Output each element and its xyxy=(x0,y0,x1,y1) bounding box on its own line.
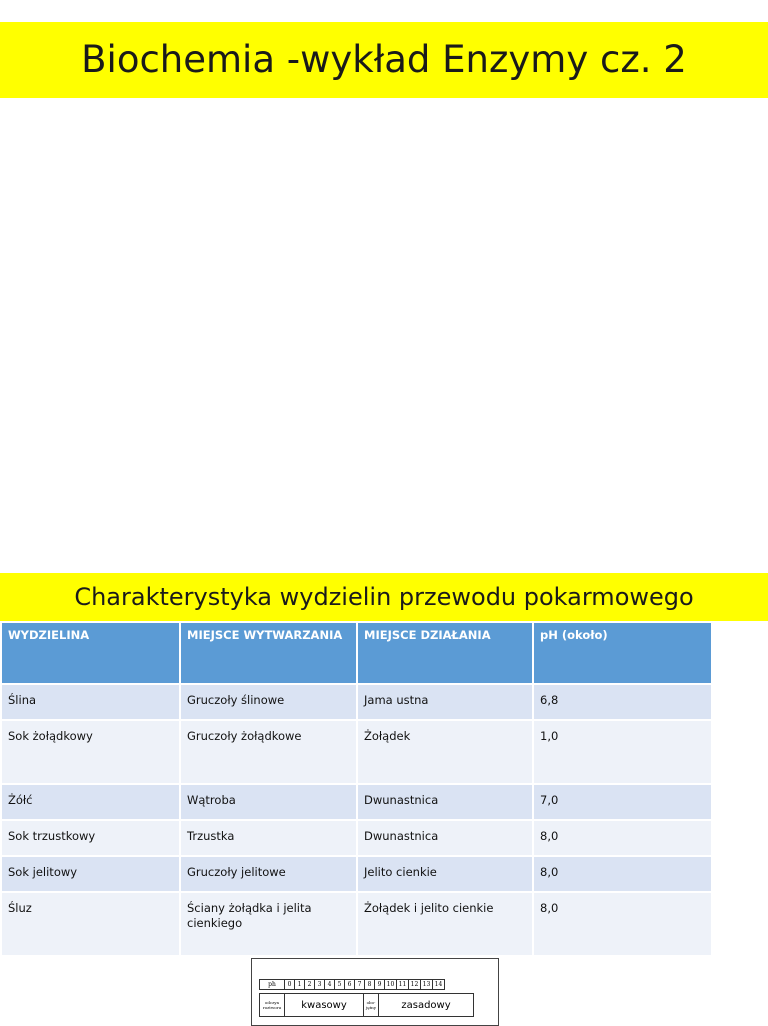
ph-value: 3 xyxy=(314,979,325,990)
cell-production-site: Trzustka xyxy=(180,820,357,856)
cell-ph: 8,0 xyxy=(533,820,712,856)
table-slide-title: Charakterystyka wydzielin przewodu pokarmowego xyxy=(0,573,768,621)
ph-value: 7 xyxy=(354,979,365,990)
cell-secretion: Ślina xyxy=(1,684,180,720)
cell-action-site: Jelito cienkie xyxy=(357,856,533,892)
cell-ph: 1,0 xyxy=(533,720,712,784)
cell-production-site: Gruczoły żołądkowe xyxy=(180,720,357,784)
ph-values xyxy=(285,979,445,990)
cell-secretion: Żółć xyxy=(1,784,180,820)
secretions-table xyxy=(0,621,713,957)
ph-value: 0 xyxy=(284,979,295,990)
cell-production-site: Wątroba xyxy=(180,784,357,820)
cell-production-site: Ściany żołądka i jelita cienkiego xyxy=(180,892,357,956)
header-secretion: WYDZIELINA xyxy=(1,622,180,684)
cell-action-site: Dwunastnica xyxy=(357,784,533,820)
neutral-label: obo-jętny xyxy=(363,993,379,1017)
header-production-site: MIEJSCE WYTWARZANIA xyxy=(180,622,357,684)
ph-value: 11 xyxy=(396,979,409,990)
ph-value: 12 xyxy=(408,979,421,990)
cell-ph: 7,0 xyxy=(533,784,712,820)
cell-ph: 8,0 xyxy=(533,856,712,892)
table-row xyxy=(1,720,712,784)
ph-value: 5 xyxy=(334,979,345,990)
ph-reaction-row xyxy=(260,993,474,1017)
ph-value: 9 xyxy=(374,979,385,990)
table-header-row xyxy=(1,622,712,684)
cell-secretion: Sok trzustkowy xyxy=(1,820,180,856)
cell-action-site: Żołądek xyxy=(357,720,533,784)
cell-ph: 8,0 xyxy=(533,892,712,956)
ph-value: 1 xyxy=(294,979,305,990)
ph-value: 2 xyxy=(304,979,315,990)
acidic-label: kwasowy xyxy=(284,993,364,1017)
ph-label: ph xyxy=(259,979,285,990)
cell-production-site: Gruczoły jelitowe xyxy=(180,856,357,892)
table-row xyxy=(1,684,712,720)
ph-value: 13 xyxy=(420,979,433,990)
ph-value: 8 xyxy=(364,979,375,990)
ph-value: 10 xyxy=(384,979,397,990)
cell-production-site: Gruczoły ślinowe xyxy=(180,684,357,720)
ph-value-row xyxy=(260,979,445,990)
reaction-label: odczyn roztworu xyxy=(259,993,285,1017)
ph-scale-figure xyxy=(251,958,499,1026)
basic-label: zasadowy xyxy=(378,993,474,1017)
cell-action-site: Dwunastnica xyxy=(357,820,533,856)
cell-action-site: Żołądek i jelito cienkie xyxy=(357,892,533,956)
cell-action-site: Jama ustna xyxy=(357,684,533,720)
header-action-site: MIEJSCE DZIAŁANIA xyxy=(357,622,533,684)
ph-value: 4 xyxy=(324,979,335,990)
table-row xyxy=(1,892,712,956)
table-row xyxy=(1,784,712,820)
cell-secretion: Sok żołądkowy xyxy=(1,720,180,784)
ph-value: 6 xyxy=(344,979,355,990)
header-ph: pH (około) xyxy=(533,622,712,684)
ph-value: 14 xyxy=(432,979,445,990)
slide-title: Biochemia -wykład Enzymy cz. 2 xyxy=(0,22,768,98)
table-row xyxy=(1,820,712,856)
cell-secretion: Sok jelitowy xyxy=(1,856,180,892)
cell-secretion: Śluz xyxy=(1,892,180,956)
table-row xyxy=(1,856,712,892)
cell-ph: 6,8 xyxy=(533,684,712,720)
